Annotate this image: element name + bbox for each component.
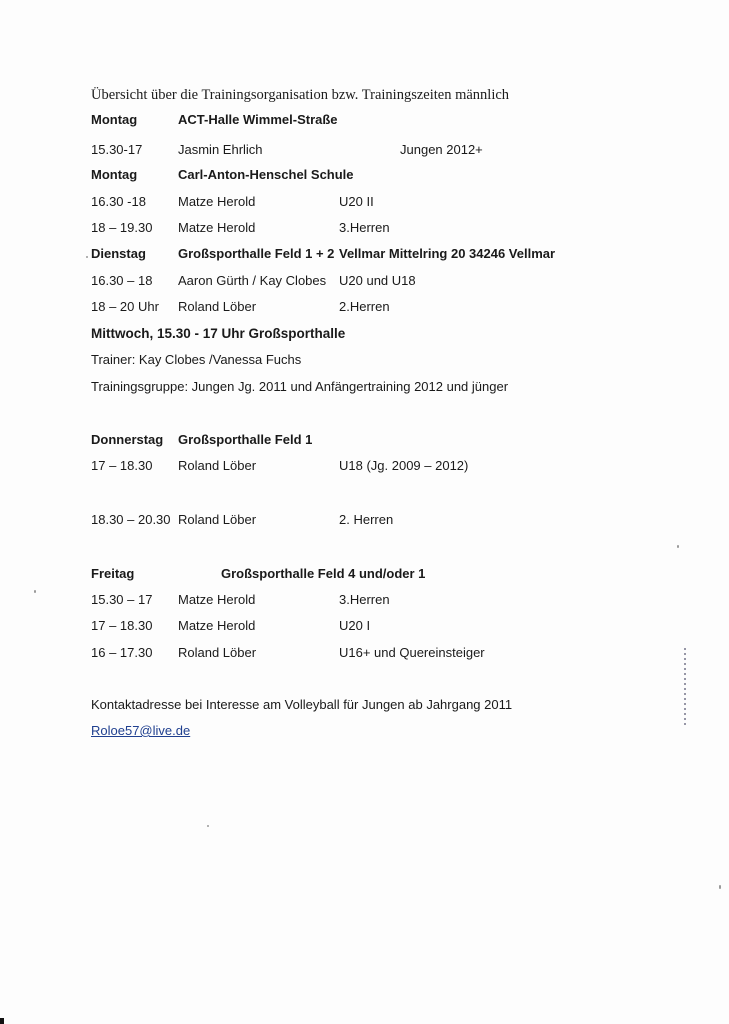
time-cell: 18.30 – 20.30 bbox=[91, 512, 171, 527]
trainer-cell: Roland Löber bbox=[178, 458, 257, 473]
trainer-cell: Roland Löber bbox=[178, 512, 257, 527]
time-cell: 15.30-17 bbox=[91, 142, 143, 157]
scan-speck bbox=[677, 545, 679, 548]
time-cell: 16.30 -18 bbox=[91, 194, 146, 209]
group-cell: U16+ und Quereinsteiger bbox=[339, 645, 485, 660]
day-label: Dienstag bbox=[91, 246, 146, 261]
address-label: Vellmar Mittelring 20 34246 Vellmar bbox=[339, 246, 556, 261]
group-cell: 3.Herren bbox=[339, 592, 390, 607]
scan-artifact-margin bbox=[684, 648, 686, 728]
day-label: Freitag bbox=[91, 566, 135, 581]
scan-artifact-corner bbox=[0, 1018, 4, 1024]
scan-speck bbox=[719, 885, 721, 889]
group-cell: U20 I bbox=[339, 618, 371, 633]
scan-speck bbox=[207, 825, 209, 827]
trainer-cell: Matze Herold bbox=[178, 194, 256, 209]
scan-speck bbox=[86, 256, 88, 258]
wednesday-group: Trainingsgruppe: Jungen Jg. 2011 und Anfängertraining 2012 und jünger bbox=[91, 379, 509, 394]
trainer-cell: Jasmin Ehrlich bbox=[178, 142, 263, 157]
contact-text: Kontaktadresse bei Interesse am Volleyball für Jungen ab Jahrgang 2011 bbox=[91, 697, 513, 712]
wednesday-heading: Mittwoch, 15.30 - 17 Uhr Großsporthalle bbox=[91, 326, 346, 341]
time-cell: 15.30 – 17 bbox=[91, 592, 153, 607]
group-cell: 3.Herren bbox=[339, 220, 390, 235]
venue-label: Großsporthalle Feld 1 + 2 bbox=[178, 246, 335, 261]
day-label: Donnerstag bbox=[91, 432, 164, 447]
day-label: Montag bbox=[91, 167, 138, 182]
group-cell: U20 II bbox=[339, 194, 374, 209]
venue-label: Großsporthalle Feld 1 bbox=[178, 432, 313, 447]
trainer-cell: Matze Herold bbox=[178, 618, 256, 633]
time-cell: 18 – 19.30 bbox=[91, 220, 153, 235]
venue-label: Carl-Anton-Henschel Schule bbox=[178, 167, 354, 182]
time-cell: 16.30 – 18 bbox=[91, 273, 153, 288]
group-cell: Jungen 2012+ bbox=[400, 142, 483, 157]
group-cell: 2.Herren bbox=[339, 299, 390, 314]
venue-label: ACT-Halle Wimmel-Straße bbox=[178, 112, 338, 127]
group-cell: 2. Herren bbox=[339, 512, 394, 527]
trainer-cell: Aaron Gürth / Kay Clobes bbox=[178, 273, 327, 288]
group-cell: U18 (Jg. 2009 – 2012) bbox=[339, 458, 469, 473]
trainer-cell: Roland Löber bbox=[178, 645, 257, 660]
trainer-cell: Roland Löber bbox=[178, 299, 257, 314]
trainer-cell: Matze Herold bbox=[178, 592, 256, 607]
document-title: Übersicht über die Trainingsorganisation bzw. Trainingszeiten männlich bbox=[91, 87, 510, 103]
venue-label: Großsporthalle Feld 4 und/oder 1 bbox=[221, 566, 426, 581]
scan-speck bbox=[34, 590, 36, 593]
time-cell: 18 – 20 Uhr bbox=[91, 299, 159, 314]
time-cell: 17 – 18.30 bbox=[91, 618, 153, 633]
trainer-cell: Matze Herold bbox=[178, 220, 256, 235]
time-cell: 16 – 17.30 bbox=[91, 645, 153, 660]
wednesday-trainer: Trainer: Kay Clobes /Vanessa Fuchs bbox=[91, 352, 302, 367]
day-label: Montag bbox=[91, 112, 138, 127]
group-cell: U20 und U18 bbox=[339, 273, 416, 288]
time-cell: 17 – 18.30 bbox=[91, 458, 153, 473]
contact-email-link[interactable]: Roloe57@live.de bbox=[91, 723, 191, 738]
